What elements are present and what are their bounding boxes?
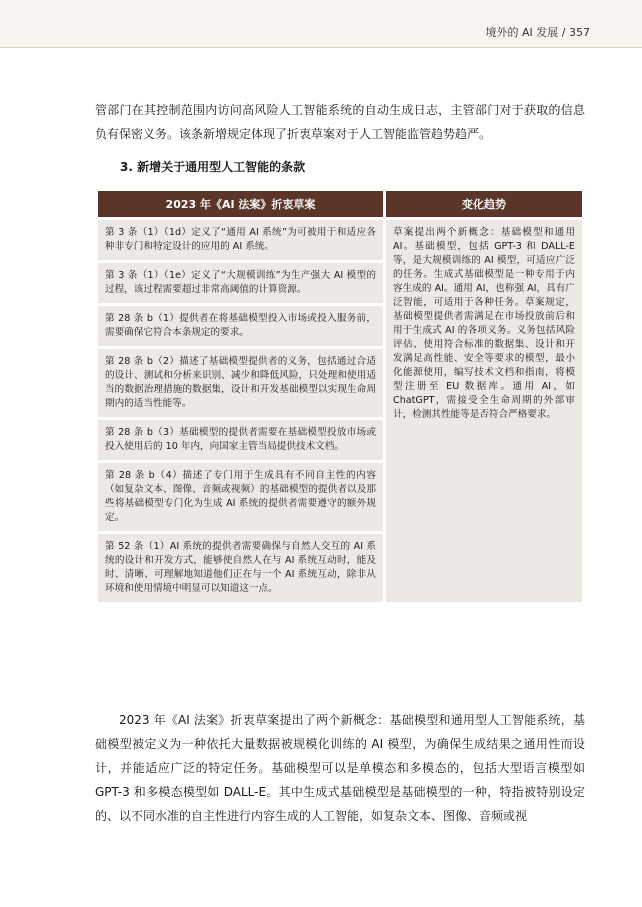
body-paragraph: 2023 年《AI 法案》折衷草案提出了两个新概念：基础模型和通用型人工智能系统，基础模型被定义为一种依托大量数据被规模化训练的 AI 模型，为确保生成结果之通用性而设计，并能适应广泛的特定任务。基础模型可以是单模态和多模态的，包括大型语言模型如 GPT-3 和多模态模型如 DALL-E。其中生成式基础模型是基础模型的一种，特指被特别设定的、以不同水准的自主性进行内容生成的人工智能，如复杂文本、图像、音频或视 [95, 713, 585, 823]
table-header-row [98, 191, 582, 217]
page-header [0, 0, 642, 48]
article-cell: 第 28 条 b（4）描述了专门用于生成具有不同自主性的内容（如复杂文本、图像、音频或视频）的基础模型的提供者以及那些将基础模型专门化为生成 AI 系统的提供者需要遵守的额外规定。 [98, 463, 383, 531]
article-cell: 第 28 条 b（3）基础模型的提供者需要在基础模型投放市场或投入使用后的 10 年内，向国家主管当局提供技术文档。 [98, 420, 383, 460]
article-cell: 第 28 条 b（1）提供者在将基础模型投入市场或投入服务前，需要确保它符合本条规定的要求。 [98, 306, 383, 346]
running-header: 境外的 AI 发展 / 357 [485, 26, 590, 39]
trend-cell: 草案提出两个新概念：基础模型和通用 AI。基础模型，包括 GPT-3 和 DALL-E 等，是大规模训练的 AI 模型，可适应广泛的任务。生成式基础模型是一种专用于内容生成的 AI。通用 AI，也称强 AI，具有广泛智能，可适用于各种任务。草案规定，基础模型提供者需满足在市场投放前后和用于生成式 AI 的各项义务。义务包括风险评估、使用符合标准的数据集、设计和开发满足高性能、安全等要求的模型，最小化能源使用，编写技术文档和指南，将模型注册至 EU 数据库。通用 AI，如 ChatGPT，需接受全生命周期的外部审计，检测其性能等是否符合严格要求。 [386, 220, 582, 602]
article-cell: 第 52 条（1）AI 系统的提供者需要确保与自然人交互的 AI 系统的设计和开发方式，能够使自然人在与 AI 系统互动时，能及时、清晰、可理解地知道他们正在与一个 AI 系统互动，除非从环境和使用情境中明显可以知道这一点。 [98, 534, 383, 602]
article-cell: 第 3 条（1）（1e）定义了“大规模训练”为生产强大 AI 模型的过程，该过程需要超过非常高阈值的计算资源。 [98, 263, 383, 303]
article-cell: 第 28 条 b（2）描述了基础模型提供者的义务，包括通过合适的设计、测试和分析来识别、减少和降低风险，只处理和使用适当的数据治理措施的数据集，设计和开发基础模型以实现生命周期内的适当性能等。 [98, 349, 383, 417]
header-divider [0, 47, 642, 48]
intro-paragraph: 管部门在其控制范围内访问高风险人工智能系统的自动生成日志，主管部门对于获取的信息负有保密义务。该条新增规定体现了折衷草案对于人工智能监管趋势趋严。 [95, 103, 585, 141]
article-cell: 第 3 条（1）（1d）定义了“通用 AI 系统”为可被用于和适应各种非专门和特定设计的应用的 AI 系统。 [98, 220, 383, 260]
table-row [98, 220, 582, 260]
header-trend: 变化趋势 [386, 191, 582, 217]
section-heading: 3. 新增关于通用型人工智能的条款 [120, 160, 306, 174]
header-draft: 2023 年《AI 法案》折衷草案 [98, 191, 383, 217]
comparison-table [95, 188, 585, 605]
